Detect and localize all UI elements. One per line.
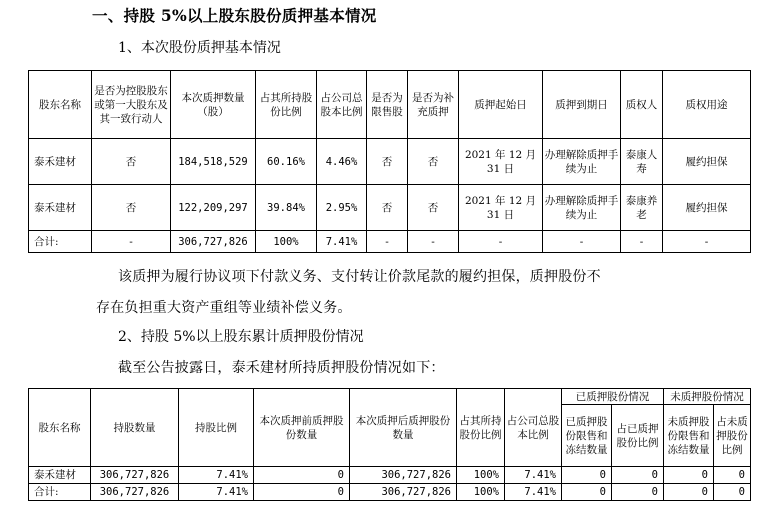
table-cell: 0 [612, 467, 664, 484]
table-header-row [29, 71, 751, 139]
table-row [29, 139, 751, 185]
table-cell: 0 [714, 484, 751, 501]
table-cell: 60.16% [256, 139, 317, 185]
table-cell: 否 [92, 139, 171, 185]
table-cell: 39.84% [256, 185, 317, 231]
pledge-basic-table [28, 70, 751, 253]
table-cell: - [543, 231, 621, 253]
table-cell: 0 [612, 484, 664, 501]
header-cell: 是否为补充质押 [408, 71, 459, 139]
header-cell: 质权用途 [663, 71, 751, 139]
table-cell: - [367, 231, 408, 253]
table-cell: 7.41% [505, 484, 562, 501]
table-cell: 办理解除质押手续为止 [543, 185, 621, 231]
table-cell: 否 [408, 139, 459, 185]
total-row [29, 231, 751, 253]
table-row [29, 185, 751, 231]
header-cell: 是否为限售股 [367, 71, 408, 139]
table-cell: 泰禾建材 [29, 139, 92, 185]
table-header-row [29, 389, 751, 405]
table-cell: 履约担保 [663, 139, 751, 185]
table-cell: 100% [457, 484, 505, 501]
table-cell: 泰禾建材 [29, 185, 92, 231]
table-cell: 泰康养老 [621, 185, 663, 231]
table-cell: 2021 年 12 月 31 日 [459, 185, 543, 231]
table-cell: 100% [256, 231, 317, 253]
sub2-title: 2、持股 5%以上股东累计质押股份情况 [118, 329, 364, 345]
table-cell: 306,727,826 [91, 467, 179, 484]
table-cell: 306,727,826 [171, 231, 256, 253]
table-cell: 7.41% [317, 231, 367, 253]
table-cell: 0 [664, 467, 714, 484]
table-cell: 泰康人寿 [621, 139, 663, 185]
cumulative-pledge-table [28, 388, 751, 501]
header-cell: 持股比例 [179, 389, 254, 467]
table-cell: 0 [562, 484, 612, 501]
header-cell: 持股数量 [91, 389, 179, 467]
sub1-title: 1、本次股份质押基本情况 [118, 40, 281, 56]
header-cell: 占已质押股份比例 [612, 405, 664, 467]
table-cell: 7.41% [179, 484, 254, 501]
table-cell: 4.46% [317, 139, 367, 185]
section-title: 一、持股 5%以上股东股份质押基本情况 [92, 6, 377, 25]
header-cell: 本次质押数量（股） [171, 71, 256, 139]
pledged-group-header: 已质押股份情况 [562, 389, 664, 405]
table-cell: 合计: [29, 231, 92, 253]
header-cell: 占其所持股份比例 [256, 71, 317, 139]
header-cell: 是否为控股股东或第一大股东及其一致行动人 [92, 71, 171, 139]
header-cell: 质押到期日 [543, 71, 621, 139]
table-cell: - [92, 231, 171, 253]
table-cell: 2.95% [317, 185, 367, 231]
header-cell: 占公司总股本比例 [505, 389, 562, 467]
table-cell: 0 [254, 467, 350, 484]
table-cell: 否 [92, 185, 171, 231]
table-cell: 7.41% [179, 467, 254, 484]
header-cell: 质押起始日 [459, 71, 543, 139]
table-cell: 7.41% [505, 467, 562, 484]
table-cell: 184,518,529 [171, 139, 256, 185]
table-cell: 306,727,826 [91, 484, 179, 501]
header-cell: 质权人 [621, 71, 663, 139]
total-row [29, 484, 751, 501]
table-cell: 100% [457, 467, 505, 484]
table-cell: 泰禾建材 [29, 467, 91, 484]
unpledged-group-header: 未质押股份情况 [664, 389, 751, 405]
header-cell: 已质押股份限售和冻结数量 [562, 405, 612, 467]
table-cell: 0 [714, 467, 751, 484]
table-cell: 0 [562, 467, 612, 484]
pledge-note-line-2: 存在负担重大资产重组等业绩补偿义务。 [96, 300, 352, 316]
disclosure-statement: 截至公告披露日，泰禾建材所持质押股份情况如下： [118, 360, 445, 376]
header-cell: 占其所持股份比例 [457, 389, 505, 467]
pledge-note-line-1: 该质押为履行协议项下付款义务、支付转让价款尾款的履约担保，质押股份不 [118, 269, 601, 285]
header-cell: 本次质押前质押股份数量 [254, 389, 350, 467]
table-cell: 122,209,297 [171, 185, 256, 231]
header-cell: 占公司总股本比例 [317, 71, 367, 139]
table-cell: 办理解除质押手续为止 [543, 139, 621, 185]
header-cell: 股东名称 [29, 71, 92, 139]
header-cell: 本次质押后质押股份数量 [350, 389, 457, 467]
header-cell: 股东名称 [29, 389, 91, 467]
table-cell: 306,727,826 [350, 484, 457, 501]
table-cell: 306,727,826 [350, 467, 457, 484]
table-cell: - [663, 231, 751, 253]
table-cell: 合计: [29, 484, 91, 501]
header-cell: 占未质押股份比例 [714, 405, 751, 467]
table-cell: 否 [408, 185, 459, 231]
table-cell: 否 [367, 185, 408, 231]
table-cell: 履约担保 [663, 185, 751, 231]
table-cell: 0 [664, 484, 714, 501]
table-cell: - [621, 231, 663, 253]
table-row [29, 467, 751, 484]
table-cell: 否 [367, 139, 408, 185]
header-cell: 未质押股份限售和冻结数量 [664, 405, 714, 467]
table-cell: 2021 年 12 月 31 日 [459, 139, 543, 185]
table-cell: - [459, 231, 543, 253]
table-cell: - [408, 231, 459, 253]
table-cell: 0 [254, 484, 350, 501]
